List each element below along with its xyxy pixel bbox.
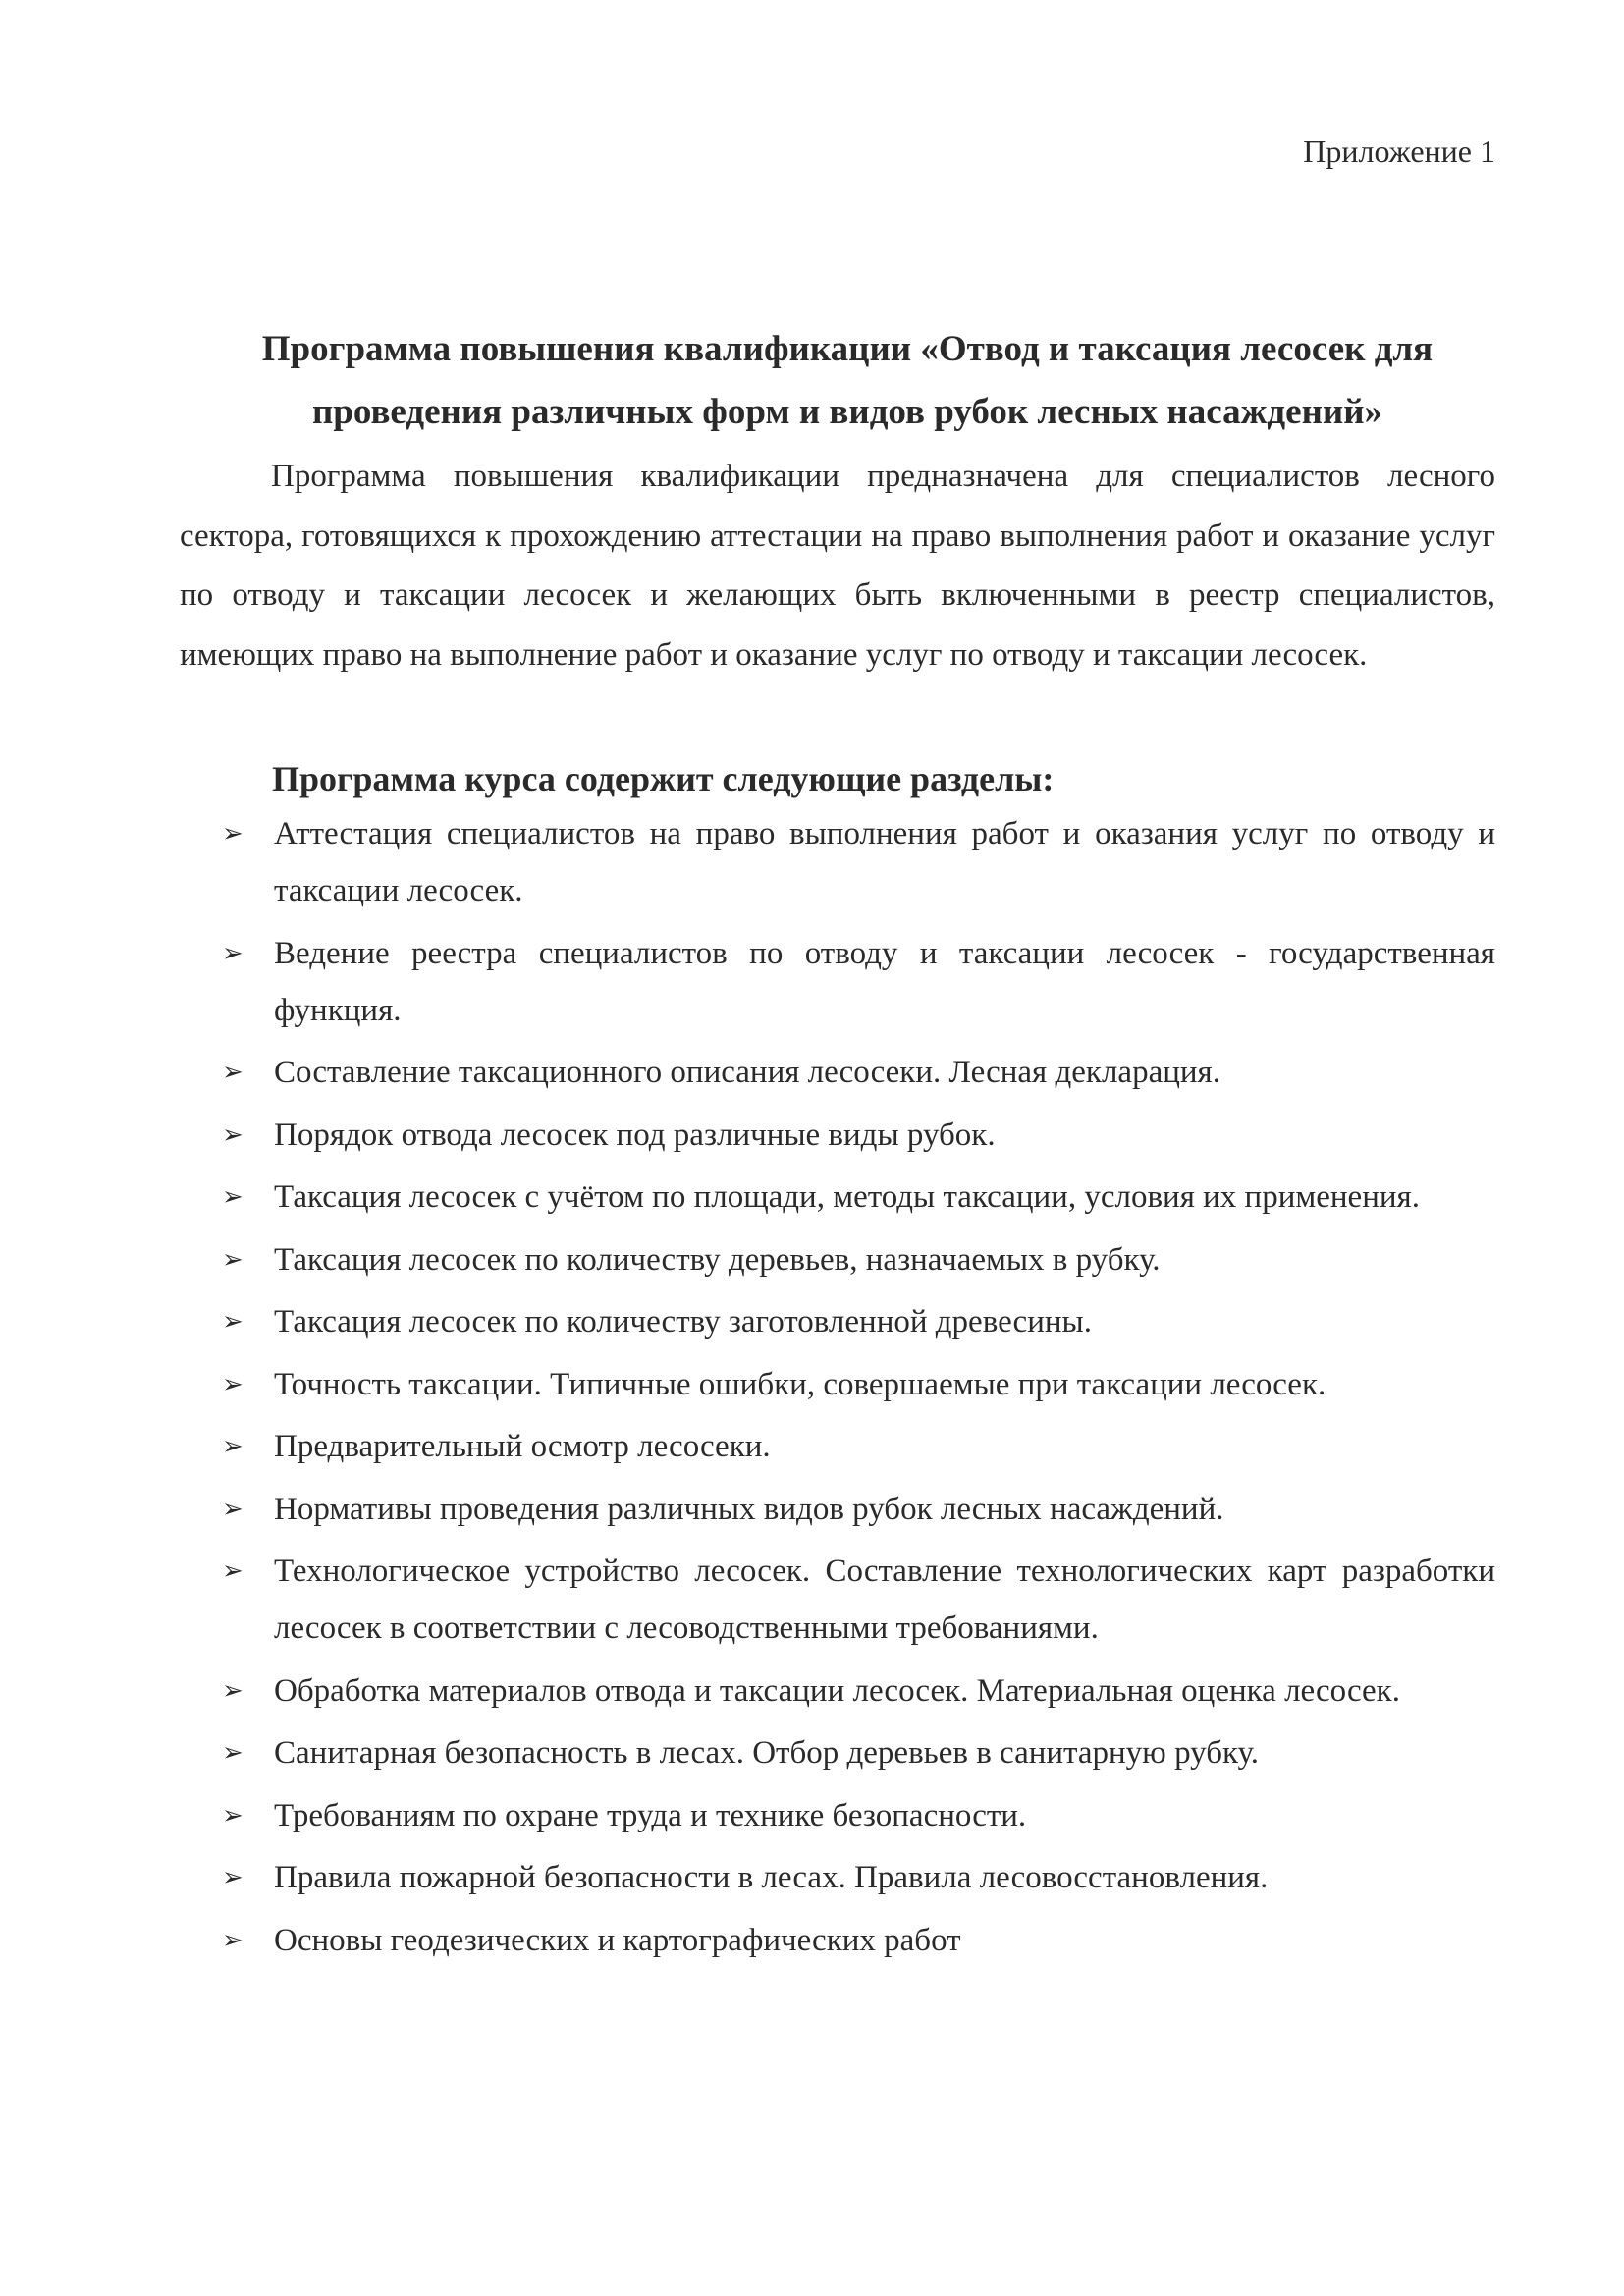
list-item [222, 1044, 1495, 1101]
arrowhead-bullet-icon: ➢ [222, 1863, 244, 1892]
arrowhead-bullet-icon: ➢ [222, 1494, 244, 1524]
list-item [222, 925, 1495, 1039]
list-item [222, 1663, 1495, 1720]
list-item [222, 1293, 1495, 1350]
list-item [222, 1356, 1495, 1413]
arrowhead-bullet-icon: ➢ [222, 819, 244, 848]
arrowhead-bullet-icon: ➢ [222, 1307, 244, 1337]
arrowhead-bullet-icon: ➢ [222, 1058, 244, 1087]
arrowhead-bullet-icon: ➢ [222, 938, 244, 968]
list-item-text: Таксация лесосек по количеству заготовленной древесины. [274, 1304, 1092, 1339]
list-item-text: Таксация лесосек по количеству деревьев, назначаемых в рубку. [274, 1241, 1161, 1278]
list-item [222, 1787, 1495, 1844]
list-item-text: Требованиям по охране труда и технике безопасности. [274, 1797, 1027, 1833]
list-item [222, 1912, 1495, 1969]
arrowhead-bullet-icon: ➢ [222, 1244, 244, 1275]
list-item [222, 1418, 1495, 1475]
appendix-label: Приложение 1 [1303, 134, 1495, 169]
list-item-text: Санитарная безопасность в лесах. Отбор деревьев в санитарную рубку. [274, 1735, 1260, 1771]
sections-heading: Программа курса содержит следующие разделы: [272, 759, 1055, 798]
list-item [222, 1481, 1495, 1538]
list-item-text: Нормативы проведения различных видов рубок лесных насаждений. [274, 1491, 1224, 1527]
sections-list [222, 805, 1495, 1974]
list-item-text: Аттестация специалистов на право выполнения работ и оказания услуг по отводу и таксации лесосек. [274, 816, 1495, 908]
arrowhead-bullet-icon: ➢ [222, 1120, 244, 1150]
document-title: Программа повышения квалификации «Отвод и таксация лесосек для проведения различных форм и видов рубок лесных насаждений» [261, 329, 1434, 432]
list-item-text: Основы геодезических и картографических работ [274, 1922, 961, 1958]
list-item-text: Составление таксационного описания лесосеки. Лесная декларация. [274, 1055, 1220, 1090]
list-item-text: Технологическое устройство лесосек. Составление технологических карт разработки лесосек в соответствии с лесоводственными требованиями. [274, 1554, 1495, 1646]
arrowhead-bullet-icon: ➢ [222, 1925, 244, 1955]
list-item [222, 1169, 1495, 1226]
list-item-text: Обработка материалов отвода и таксации лесосек. Материальная оценка лесосек. [274, 1672, 1400, 1709]
list-item [222, 1543, 1495, 1657]
arrowhead-bullet-icon: ➢ [222, 1557, 244, 1586]
list-item [222, 1231, 1495, 1288]
arrowhead-bullet-icon: ➢ [222, 1738, 244, 1768]
list-item-text: Ведение реестра специалистов по отводу и таксации лесосек - государственная функция. [274, 935, 1495, 1028]
list-item [222, 1107, 1495, 1164]
list-item-text: Порядок отвода лесосек под различные виды рубок. [274, 1117, 996, 1153]
arrowhead-bullet-icon: ➢ [222, 1182, 244, 1212]
list-item-text: Таксация лесосек с учётом по площади, методы таксации, условия их применения. [274, 1179, 1420, 1215]
arrowhead-bullet-icon: ➢ [222, 1369, 244, 1399]
list-item [222, 1849, 1495, 1906]
list-item-text: Правила пожарной безопасности в лесах. Правила лесовосстановления. [274, 1860, 1269, 1895]
arrowhead-bullet-icon: ➢ [222, 1432, 244, 1461]
intro-paragraph: Программа повышения квалификации предназначена для специалистов лесного сектора, готовящихся к прохождению аттестации на право выполнения работ и оказание услуг по отводу и таксации лесосек и желающих быть включенными в реестр специалистов, имеющих право на выполнение работ и оказание услуг по отводу и таксации лесосек. [180, 459, 1495, 673]
list-item [222, 1724, 1495, 1781]
list-item-text: Предварительный осмотр лесосеки. [274, 1429, 771, 1464]
list-item-text: Точность таксации. Типичные ошибки, совершаемые при таксации лесосек. [274, 1366, 1326, 1402]
list-item [222, 805, 1495, 919]
arrowhead-bullet-icon: ➢ [222, 1675, 244, 1706]
arrowhead-bullet-icon: ➢ [222, 1800, 244, 1831]
